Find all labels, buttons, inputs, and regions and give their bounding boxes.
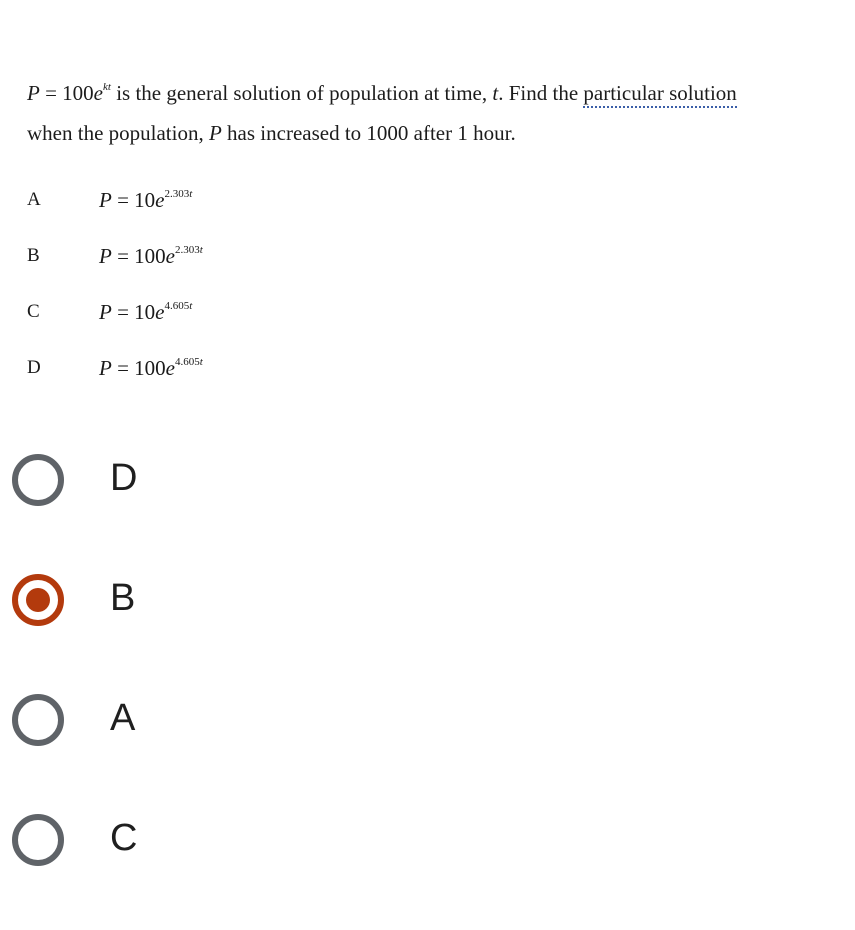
option-expression <box>99 302 192 323</box>
coefficient: = 100 <box>111 244 166 268</box>
choice-c[interactable] <box>12 814 412 878</box>
radio-unchecked-icon[interactable] <box>12 694 64 746</box>
var-e: e <box>165 244 175 268</box>
particular-solution-text: particular solution <box>583 81 736 108</box>
option-expression <box>99 246 203 267</box>
coefficient: = 100 <box>111 356 166 380</box>
question-text-4: has increased to 1000 after 1 hour. <box>221 121 516 145</box>
question-image <box>0 0 855 420</box>
exponent-var: t <box>199 356 203 368</box>
radio-unchecked-icon[interactable] <box>12 814 64 866</box>
exponent-var: t <box>189 300 193 312</box>
var-e: e <box>155 188 165 212</box>
coefficient: = 10 <box>111 188 156 212</box>
choice-label: D <box>110 457 138 499</box>
radio-unchecked-icon[interactable] <box>12 454 64 506</box>
choice-label: B <box>110 577 136 619</box>
question-text-2: . Find the <box>498 81 584 105</box>
choice-label: C <box>110 817 138 859</box>
exponent-value: 2.303 <box>164 188 190 200</box>
exponent-value: 4.605 <box>164 300 190 312</box>
exponent-kt: kt <box>103 81 111 93</box>
choice-a[interactable] <box>12 694 412 758</box>
var-p: P <box>27 81 40 105</box>
choice-label: A <box>110 697 136 739</box>
var-e: e <box>165 356 175 380</box>
var-t: t <box>492 81 499 105</box>
var-e: e <box>93 81 103 105</box>
equals-100: = 100 <box>39 81 94 105</box>
exponent-var: t <box>189 188 193 200</box>
coefficient: = 10 <box>111 300 156 324</box>
option-expression <box>99 190 192 211</box>
question-line-1 <box>27 83 737 104</box>
option-expression <box>99 358 203 379</box>
var-p: P <box>99 356 112 380</box>
option-letter: B <box>27 245 40 266</box>
question-text-1: is the general solution of population at time, <box>110 81 493 105</box>
var-p: P <box>99 300 112 324</box>
option-letter: C <box>27 301 40 322</box>
exponent-value: 4.605 <box>175 356 200 368</box>
exponent-var: t <box>199 244 203 256</box>
question-text-3: when the population, <box>27 121 209 145</box>
var-e: e <box>155 300 165 324</box>
radio-checked-icon[interactable] <box>12 574 64 626</box>
option-letter: A <box>27 189 41 210</box>
option-letter: D <box>27 357 41 378</box>
var-p: P <box>99 244 112 268</box>
exponent-value: 2.303 <box>175 244 200 256</box>
choice-d[interactable] <box>12 454 412 518</box>
question-line-2 <box>27 123 516 144</box>
var-p-2: P <box>208 121 222 145</box>
radio-dot <box>26 588 50 612</box>
var-p: P <box>99 188 112 212</box>
choice-b[interactable] <box>12 574 412 638</box>
